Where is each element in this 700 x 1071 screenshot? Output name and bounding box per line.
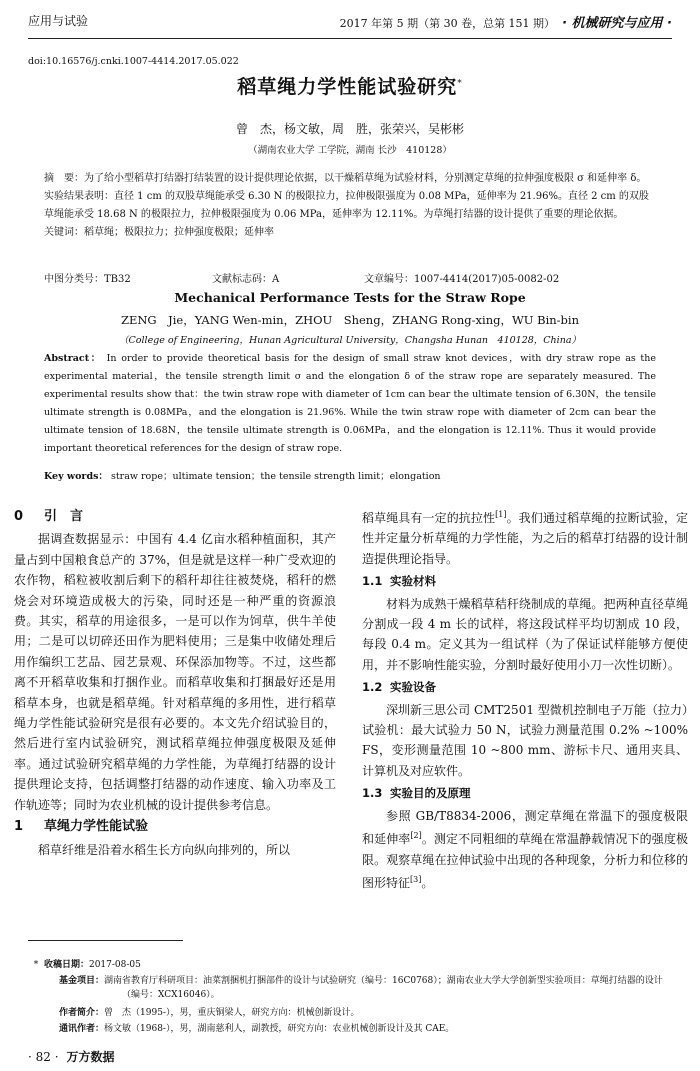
document-code: 文献标志码：A xyxy=(212,274,280,285)
footnote-fund xyxy=(28,974,672,1002)
header-rule xyxy=(28,38,672,39)
title-footnote-mark: * xyxy=(457,78,463,89)
left-column xyxy=(14,505,336,860)
intro-paragraph: 据调查数据显示：中国有 4.4 亿亩水稻种植面积，其产量占到中国粮食总产的 37%，但是就是这样一种广受欢迎的农作物，稻粒被收割后剩下的稻秆却往往被焚烧，稻秆的燃烧会对环境造成极大的污染，同时还是一种严重的资源浪费。其实，稻草的用途很多，一是可以作为饲草，供牛羊使用；二是可以切碎还田作为肥料使用；三是集中收储处理后用作编织工艺品、园艺景观、环保添加物等。不过，这些都离不开稻草收集和打捆作业。而稻草收集和打捆最好还是用稻草本身，也就是稻草绳。针对稻草绳的多用性，进行稻草绳力学性能试验研究是很有必要的。本文先介绍试验目的，然后进行室内试验研究，测试稻草绳拉伸强度极限及延伸率。通过试验研究稻草绳的力学性能，为草绳打结器的设计提供理论支持，包括调整打结器的动作速度、输入功率及工作轨迹等；同时为农业机械的设计提供参考信息。 xyxy=(14,532,336,812)
running-header xyxy=(28,12,672,34)
section-title: 草绳力学性能试验 xyxy=(44,819,149,835)
equipment-paragraph: 深圳新三思公司 CMT2501 型微机控制电子万能（拉力）试验机：最大试验力 50 N，试验力测量范围 0.2% ~100% FS，变形测量范围 10 ~800 mm、游标卡尺、通用夹具、计算机及对应软件。 xyxy=(362,702,688,778)
section-number: 1.1 xyxy=(362,574,383,589)
section-1-heading xyxy=(14,817,336,837)
clc-number: 中图分类号：TB32 xyxy=(44,274,131,285)
para-text: 。 xyxy=(421,875,434,890)
zh-keywords-label: 关键词： xyxy=(44,227,84,238)
fn-text: 曾 杰（1995-），男，重庆铜梁人，研究方向：机械创新设计。 xyxy=(104,1008,360,1018)
continued-paragraph xyxy=(362,505,688,569)
citation: [3] xyxy=(410,874,422,884)
section-1-1-heading xyxy=(362,571,688,591)
fn-label: 通讯作者： xyxy=(59,1024,105,1034)
header-issue-journal xyxy=(340,12,672,31)
doi: doi:10.16576/j.cnki.1007-4414.2017.05.022 xyxy=(28,56,239,67)
en-abstract-label: Abstract： xyxy=(44,353,102,364)
zh-abstract-text: 为了给小型稻草打结器打结装置的设计提供理论依据，以干燥稻草绳为试验材料，分别测定草绳的拉伸强度极限 σ 和延伸率 δ。实验结果表明：直径 1 cm 的双股草绳能承受 6.30 N 的极限拉力，拉伸极限强度为 0.08 MPa，延伸率为 21.96%。直径 2 cm 的双股草绳能承受 18.68 N 的极限拉力，拉伸极限强度为 0.06 MPa，延伸率为 12.11%。为草绳打结器的设计提供了重要的理论依据。 xyxy=(44,173,649,220)
english-keywords xyxy=(44,468,656,482)
zh-abstract-para xyxy=(44,170,656,224)
fn-text: 2017-08-05 xyxy=(88,960,141,970)
section-1-3-heading xyxy=(362,783,688,803)
citation: [1] xyxy=(495,510,507,519)
paper-title xyxy=(0,72,700,99)
para-text: 参照 GB/T8834-2006，测定草绳在常温下的强度极限和延伸率 xyxy=(362,808,688,847)
title-text: 稻草绳力学性能试验研究 xyxy=(237,76,458,98)
section-number: 1 xyxy=(14,819,24,835)
english-authors: ZENG Jie，YANG Wen-min，ZHOU Sheng，ZHANG Rong-xing，WU Bin-bin xyxy=(120,313,580,327)
fn-text: 杨文敏（1968-），男，湖南慈利人，副教授，研究方向：农业机械创新设计及其 CAE。 xyxy=(104,1024,455,1034)
en-keywords-label: Key words： xyxy=(44,471,108,482)
footer-brand: 万方数据 xyxy=(66,1050,115,1064)
section-1-2-heading xyxy=(362,677,688,697)
section-1-paragraph: 稻草纤维是沿着水稻生长方向纵向排列的，所以 xyxy=(38,842,291,857)
section-number: 0 xyxy=(14,509,24,524)
english-title: Mechanical Performance Tests for the Straw Rope xyxy=(174,290,526,305)
para-text: 稻草绳具有一定的抗拉性 xyxy=(362,511,496,525)
chinese-abstract xyxy=(44,170,656,242)
page-number: · 82 · xyxy=(28,1050,59,1064)
fn-label: 作者简介： xyxy=(59,1008,105,1018)
fn-label: 收稿日期： xyxy=(43,960,89,970)
para-text: 。测定不同粗细的草绳在常温静载情况下的强度极限。观察草绳在拉伸试验中出现的各种现象，分析力和位移的图形特征 xyxy=(362,832,688,890)
zh-abstract-label: 摘 要： xyxy=(44,173,84,184)
section-0-heading xyxy=(14,507,336,527)
fn-label: 基金项目： xyxy=(59,976,105,986)
en-abstract-text: In order to provide theoretical basis for the design of small straw knot devices，with dry straw rope as the experimental material，the tensile strength limit σ and the elongation δ of the straw rope are separately measured. The experimental results show that：the twin straw rope with diameter of 1cm can bear the ultimate tension of 6.30N，the tensile ultimate strength is 0.08MPa，and the elongation is 21.96%. While the twin straw rope with diameter of 2cm can bear the ultimate tension of 18.68N，the tensile ultimate strength is 0.06MPa，and the elongation is 12.11%. Thus it would provide important theoretical references for the design of straw rope. xyxy=(44,353,656,454)
footnote-corresponding xyxy=(28,1022,672,1036)
header-issue: 2017 年第 5 期（第 30 卷，总第 151 期） xyxy=(339,17,556,30)
right-column xyxy=(362,505,688,893)
en-keywords-text: straw rope；ultimate tension；the tensile strength limit；elongation xyxy=(110,471,441,482)
authors: 曾 杰，杨文敏，周 胜，张荣兴，吴彬彬 xyxy=(235,122,464,136)
english-abstract xyxy=(44,350,656,458)
zh-keywords xyxy=(44,224,656,242)
materials-paragraph: 材料为成熟干燥稻草秸秆绕制成的草绳。把两种直径草绳分割成一段 4 m 长的试样，将这段试样平均切割成 10 段，每段 0.4 m。定义其为一组试样（为了保证试样能够方便使用，并不影响性能实验，分割时最好使用小刀一次性切断）。 xyxy=(362,596,688,672)
section-title: 实验材料 xyxy=(390,574,436,589)
zh-keywords-text: 稻草绳；极限拉力；拉伸强度极限；延伸率 xyxy=(84,227,274,238)
affiliation: （湖南农业大学 工学院，湖南 长沙 410128） xyxy=(248,145,452,156)
article-number: 文章编号：1007-4414(2017)05-0082-02 xyxy=(364,274,560,285)
section-number: 1.3 xyxy=(362,786,383,801)
footnote-author xyxy=(28,1006,672,1020)
footnote-rule xyxy=(28,940,183,941)
header-journal: · 机械研究与应用 · xyxy=(562,16,672,31)
english-affiliation: （College of Engineering，Hunan Agricultural University，Changsha Hunan 410128，China） xyxy=(119,335,581,346)
classification-line xyxy=(44,270,656,286)
section-title: 实验设备 xyxy=(390,680,436,695)
section-number: 1.2 xyxy=(362,680,383,695)
footnote-received: * 收稿日期：2017-08-05 xyxy=(28,960,141,970)
page-footer xyxy=(28,1048,115,1065)
fn-text: 湖南省教育厅科研项目：油菜割捆机打捆部件的设计与试验研究（编号：16C0768）；湖南农业大学大学创新型实验项目：草绳打结器的设计（编号：XCX16046）。 xyxy=(104,976,663,1000)
section-title: 实验目的及原理 xyxy=(390,786,471,801)
purpose-paragraph xyxy=(362,806,688,894)
citation: [2] xyxy=(410,831,422,841)
section-title: 引 言 xyxy=(44,509,84,524)
para-text: 。我们通过稻草绳的拉断试验，定性并定量分析草绳的力学性能，为之后的稻草打结器的设计制造提供理论指导。 xyxy=(362,511,688,566)
header-section: 应用与试验 xyxy=(28,14,89,28)
